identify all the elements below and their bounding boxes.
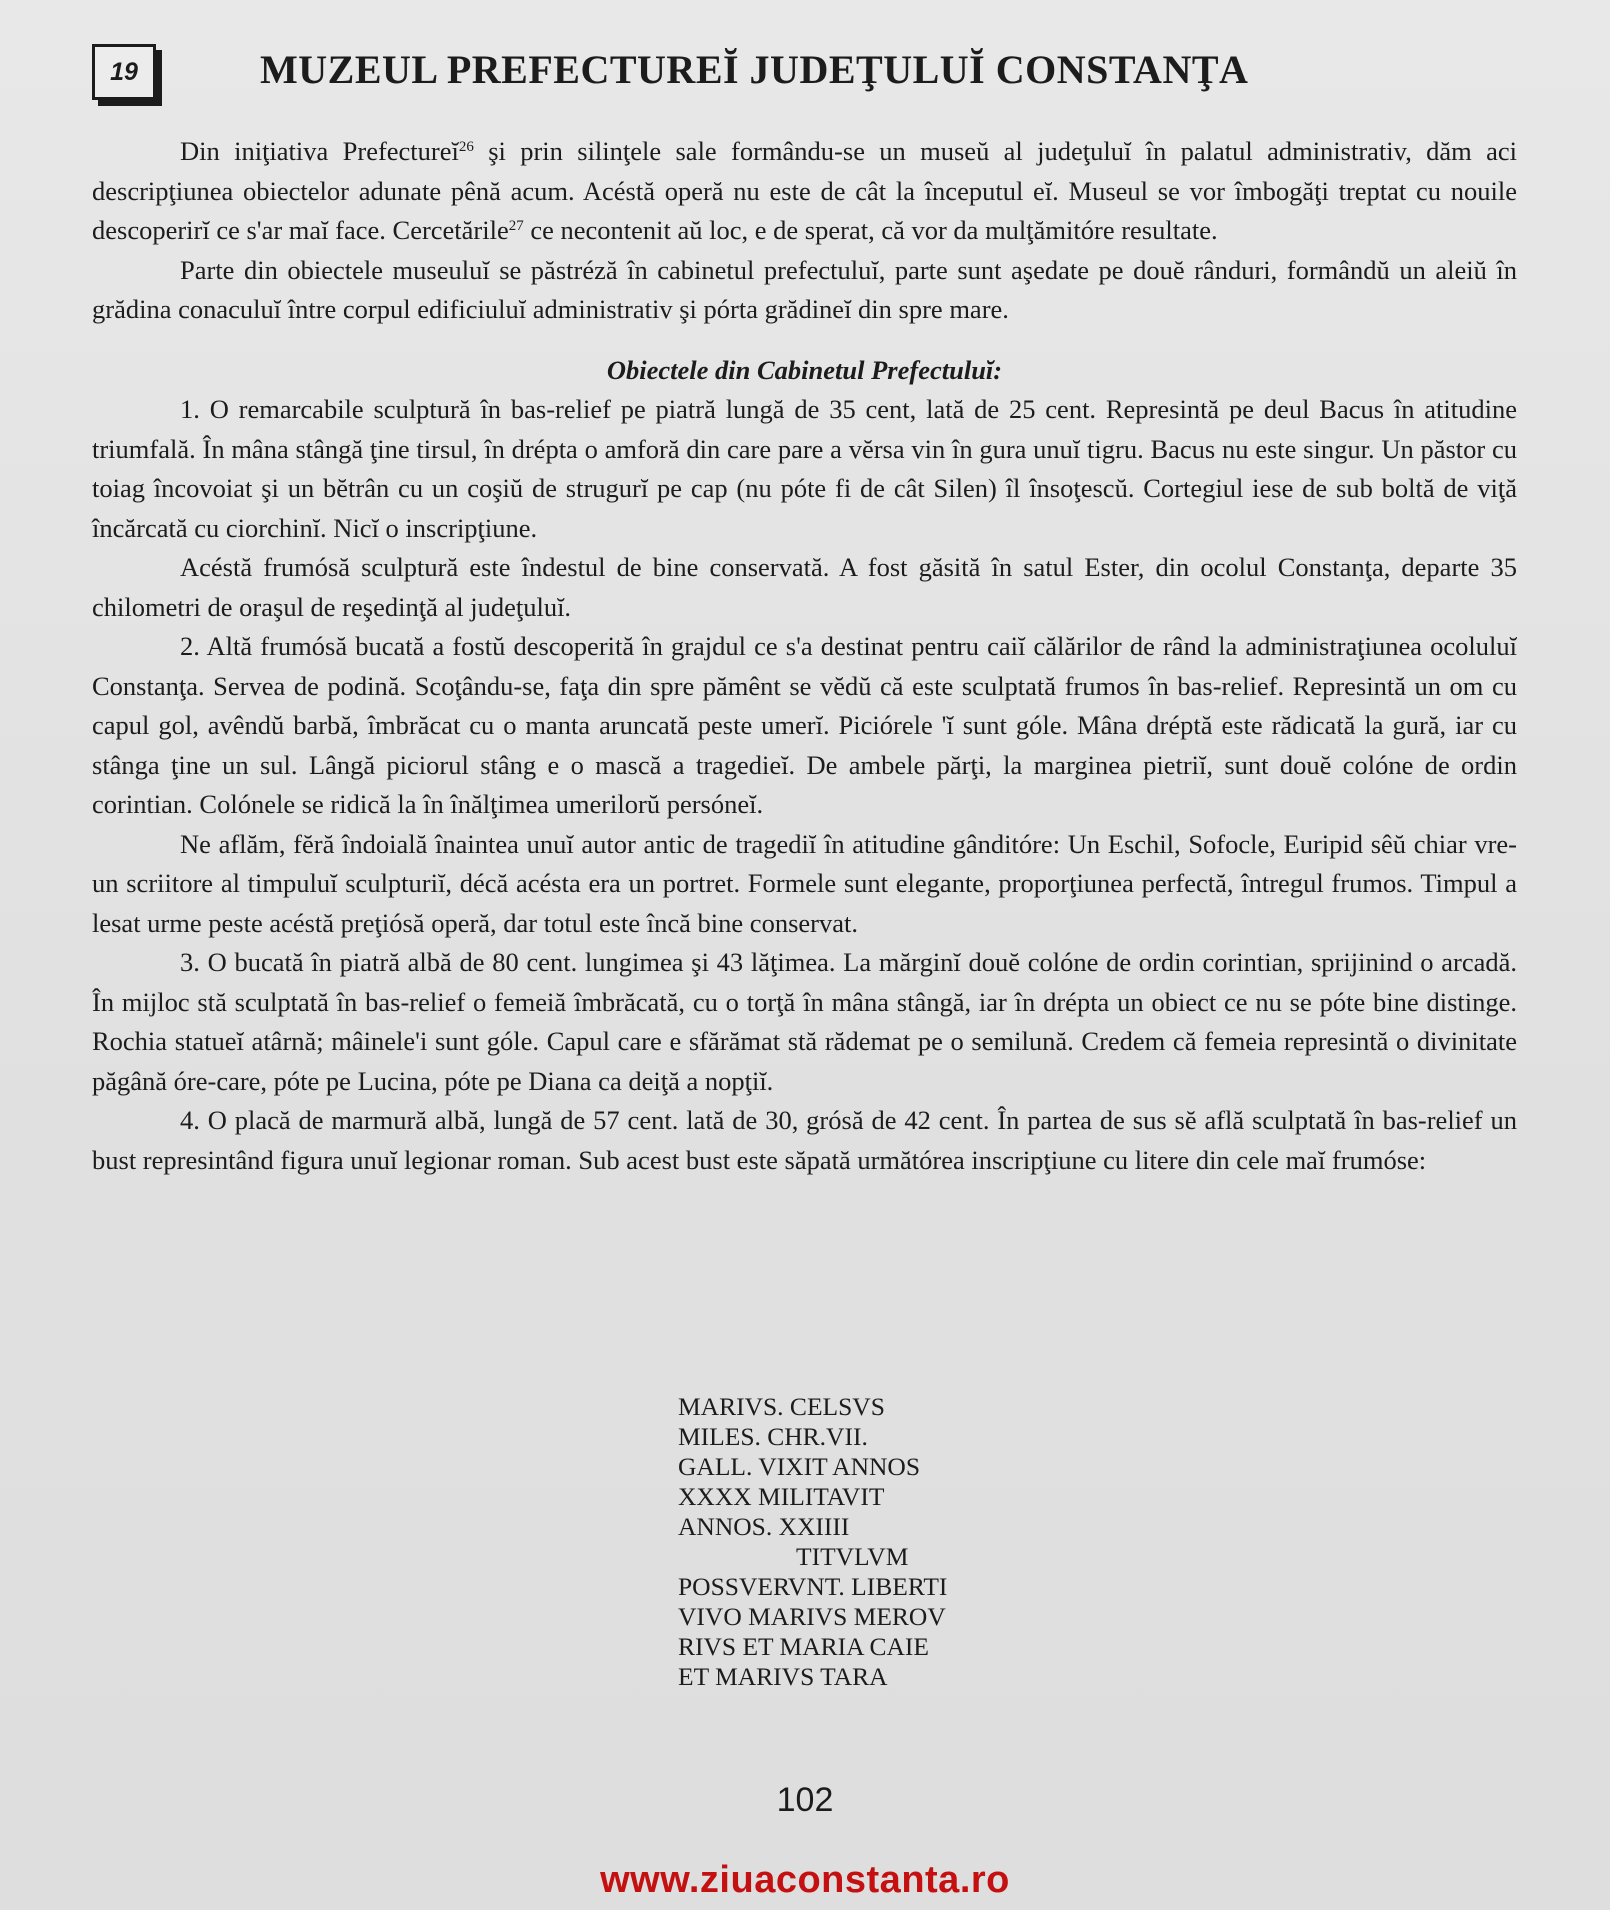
intro-paragraph-1: Din iniţiativa Prefectureĭ$^{26}$ şi prin silinţele sale formându-se un museŭ al judeţuluĭ în palatul administrativ, dăm aci descripţiunea obiectelor adunate pênă acum. Acéstă operă nu este de cât la începutul eĭ. Museul se vor îmbogăţi treptat cu nouile descoperirĭ ce s'ar maĭ face. Cercetările$^{27}$ ce necontenit aŭ loc, e de sperat, că vor da mulţămitóre resultate. [92,136,1518,245]
section-heading: Obiectele din Cabinetul Prefectuluĭ: [606,354,1003,385]
page-number: 102 [776,1781,834,1819]
inscription-line: RIVS ET MARIA CAIE [678,1632,930,1661]
chapter-number-box: 19 [92,44,156,100]
page-header [92,40,1562,112]
inscription-line: ANNOS. XXIIII [678,1512,850,1541]
item-4-paragraph: 4. O placă de marmură albă, lungă de 57 cent. lată de 30, grósă de 42 cent. În partea de sus sĕ află sculptată în bas-relief un bust represintând figura unuĭ legionar roman. Sub acest bust este săpată următórea inscripţiune cu litere din cele maĭ frumóse: [92,1105,1517,1175]
inscription-line: XXXX MILITAVIT [678,1482,885,1511]
inscription-line: TITVLVM [796,1542,909,1571]
page-title: MUZEUL PREFECTUREĬ JUDEŢULUĬ CONSTANŢA [260,47,1249,92]
inscription-line: VIVO MARIVS MEROV [678,1602,946,1631]
footnote-ref-27: 27 [508,218,524,234]
footnote-ref-26: 26 [458,139,474,155]
latin-inscription [678,1392,947,1692]
article-body [92,132,1517,1180]
inscription-line: MARIVS. CELSVS [678,1392,885,1421]
website-watermark[interactable] [0,1858,1610,1902]
item-1-paragraph: 1. O remarcabile sculptură în bas-relief pe piatră lungă de 35 cent, lată de 25 cent. Represintă pe deul Bacus în atitudine triumfală. În mâna stângă ţine tirsul, în drépta o amforă din care pare a vĕrsa vin în gura unuĭ tigru. Bacus nu este singur. Un păstor cu toiag încovoiat şi un bĕtrân cu un coşiŭ de strugurĭ pe cap (nu póte fi de cât Silen) îl însoţescŭ. Cortegiul iese de sub boltă de viţă încărcată cu ciorchinĭ. Nicĭ o inscripţiune. [92,394,1517,543]
item-2-continuation: Ne aflăm, fĕră îndoială înaintea unuĭ autor antic de tragediĭ în atitudine gânditóre: Un Eschil, Sofocle, Euripid sêŭ chiar vre-un scriitore al timpuluĭ sculpturiĭ, décă acésta era un portret. Formele sunt elegante, proporţiunea perfectă, întregul frumos. Timpul a lesat urme peste acéstă preţiósă operă, dar totul este încă bine conservat. [92,828,1517,938]
item-3-paragraph: 3. O bucată în piatră albă de 80 cent. lungimea şi 43 lăţimea. La mărginĭ douĕ colóne de ordin corintian, sprijinind o arcadă. În mijloc stă sculptată în bas-relief o femeiă îmbrăcată, cu o torţă în mâna stângă, iar în drépta un obiect ce nu se póte bine distinge. Rochia statueĭ atârnă; mâinele'i sunt góle. Capul care e sfărămat stă rădemat pe o semilună. Credem că femeia represintă o divinitate păgână óre-care, póte pe Lucina, póte pe Diana ca deiţă a nopţiĭ. [92,947,1517,1096]
intro-paragraph-2: Parte din obiectele museuluĭ se păstréză în cabinetul prefectuluĭ, parte sunt aşedate pe douĕ rânduri, formândŭ un aleiŭ în grădina conaculuĭ între corpul edificiuluĭ administrativ şi pórta grădineĭ din spre mare. [92,254,1517,324]
inscription-line: GALL. VIXIT ANNOS [678,1452,921,1481]
inscription-line: ET MARIVS TARA [678,1662,888,1691]
item-1-continuation: Acéstă frumósă sculptură este îndestul de bine conservată. A fost găsită în satul Ester, din ocolul Constanţa, departe 35 chilometri de oraşul de reşedinţă al judeţuluĭ. [92,552,1517,622]
website-link[interactable]: www.ziuaconstanta.ro [600,1859,1010,1901]
inscription-line: MILES. CHR.VII. [678,1422,868,1451]
inscription-line: POSSVERVNT. LIBERTI [678,1572,948,1601]
item-2-paragraph: 2. Altă frumósă bucată a fostŭ descoperită în grajdul ce s'a destinat pentru caiĭ călărilor de rând la administraţiunea ocoluluĭ Constanţa. Servea de podină. Scoţându-se, faţa din spre pămênt se vĕdŭ că este sculptată frumos în bas-relief. Represintă un om cu capul gol, avêndŭ barbă, îmbrăcat cu o manta aruncată peste umerĭ. Piciórele 'ĭ sunt góle. Mâna dréptă este rădicată la gură, iar cu stânga ţine un sul. Lângă piciorul stâng e o mască a tragedieĭ. De ambele părţi, la marginea pietriĭ, sunt douĕ colóne de ordin corintian. Colónele se ridică la în înălţimea umerilorŭ persóneĭ. [92,631,1517,819]
